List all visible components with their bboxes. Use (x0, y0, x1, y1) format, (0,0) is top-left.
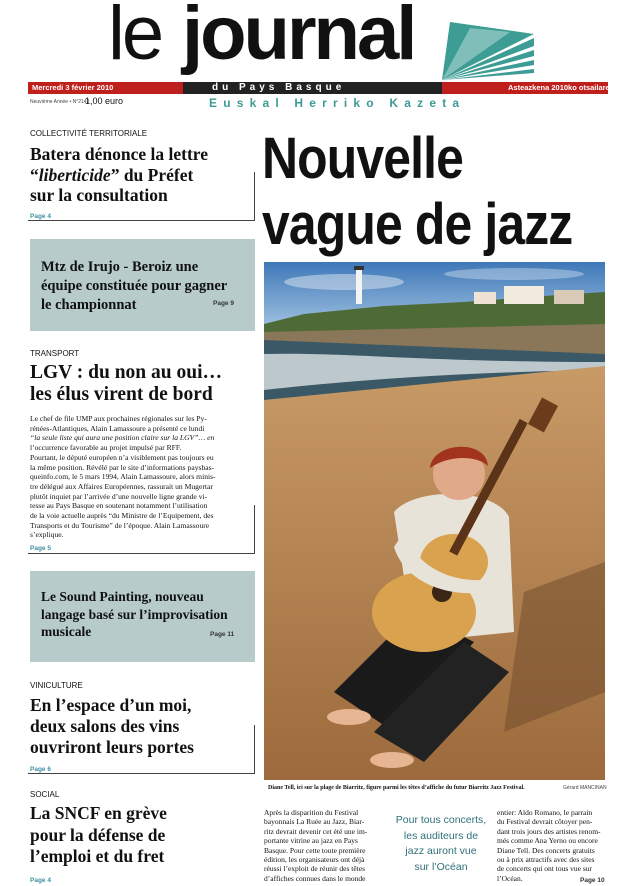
divider-vertical (254, 725, 255, 774)
date-french: Mercredi 3 février 2010 (32, 83, 114, 92)
page-ref[interactable]: Page 11 (210, 631, 235, 638)
photo-caption: Diane Tell, ici sur la plage de Biarritz, figure parmi les têtes d’affiche du futur Biarritz Jazz Festival. (268, 785, 525, 791)
page-ref[interactable]: Page 6 (30, 766, 51, 773)
article-body-jazz-col1: Après la disparition du Festival bayonnais La Ruée au Jazz, Biar- ritz devrait devenir cet été une im- portante vitrine au jazz en Pays Basque. Pour cette toute première édition, les organisateurs ont déjà réussi l’exploit de réunir des têtes d’affiches connues dans le monde (264, 808, 368, 883)
page-ref[interactable]: Page 9 (213, 300, 234, 307)
page-ref[interactable]: Page 5 (30, 545, 51, 552)
article-body-lgv: Le chef de file UMP aux prochaines régionales sur les Py- rénées-Atlantiques, Alain Lamassoure a présenté ce lundi “la seule liste qui aura une position claire sur la LGV”… en l’occurrence favorable au projet impulsé par RFF. Pourtant, le député européen n’a visiblement pas toujours eu la même position. Révélé par le site d’informations paysbas- queinfo.com, le 5 mars 1994, Alain Lamassoure, alors minis- tre délégué aux Affaires Européennes, rassurait un Mugertar plutôt inquiet par l’arrivée d’une nouvelle ligne grande vi- tesse au Pays Basque en soutenant notamment l’utilisation de la voie actuelle auprès “du Ministre de l’Equipement, des Transports et du Tourisme” de l’époque. Alain Lamassoure s’explique. (30, 414, 216, 540)
kicker-viniculture: VINICULTURE (30, 681, 83, 690)
divider-vertical (254, 172, 255, 221)
headline-line: Batera dénonce la lettre (30, 144, 209, 164)
article-body-jazz-col3: entier: Aldo Romano, le parrain du Festival devrait côtoyer pen- dant trois jours des artistes renom- més comme Ana Yerno ou encore Diane Tell. Des concerts gratuits ou à prix attractifs avec des sites de concerts qui ont tous vue sur l’Océan. (497, 808, 601, 883)
headline-line: “liberticide” du Préfet (30, 164, 194, 185)
divider (28, 220, 254, 221)
page-ref[interactable]: Page 4 (30, 213, 51, 220)
headline-lgv[interactable]: LGV : du non au oui… les élus virent de bord (30, 362, 223, 405)
masthead-tagline: Euskal Herriko Kazeta (209, 96, 466, 110)
promo-title: Mtz de Irujo - Beroiz une équipe constituée pour gagner le championnat (41, 259, 228, 313)
headline-sncf[interactable]: La SNCF en grève pour la défense de l’emploi et du fret (30, 803, 167, 866)
kicker-collectivite: COLLECTIVITÉ TERRITORIALE (30, 129, 148, 138)
photo-credit: Gérard MANCINAN (563, 785, 607, 791)
issue-number: Neuvième Année • N°2143 (30, 99, 90, 105)
page-ref[interactable]: Page 4 (30, 877, 51, 884)
price: 1,00 euro (85, 96, 124, 106)
logo-journal: journal (182, 0, 415, 76)
kicker-transport: TRANSPORT (30, 349, 80, 358)
page-ref[interactable]: Page 10 (580, 877, 605, 884)
cover-photo (264, 262, 605, 780)
headline-salons-vins[interactable]: En l’espace d’un moi, deux salons des vins ouvriront leurs portes (30, 695, 194, 757)
date-basque: Asteazkena 2010ko otsailaren 3a (508, 83, 625, 92)
promo-box-sound-painting[interactable] (30, 571, 255, 662)
logo-le: le (108, 0, 162, 76)
promo-box-irujo[interactable] (30, 239, 255, 331)
promo-title: Le Sound Painting, nouveau langage basé sur l’improvisation musicale (41, 589, 228, 639)
kicker-social: SOCIAL (30, 790, 60, 799)
logo-fan-icon (440, 18, 536, 82)
main-headline[interactable]: Nouvelle vague de jazz (262, 126, 573, 257)
headline-line: sur la consultation (30, 185, 168, 205)
masthead-subtitle: du Pays Basque (212, 82, 346, 93)
headline-batera[interactable] (30, 144, 256, 206)
divider (28, 773, 254, 774)
pull-quote: Pour tous concerts, les auditeurs de jazz auront vue sur l’Océan (395, 814, 487, 873)
divider (28, 553, 254, 554)
divider-vertical (254, 505, 255, 554)
